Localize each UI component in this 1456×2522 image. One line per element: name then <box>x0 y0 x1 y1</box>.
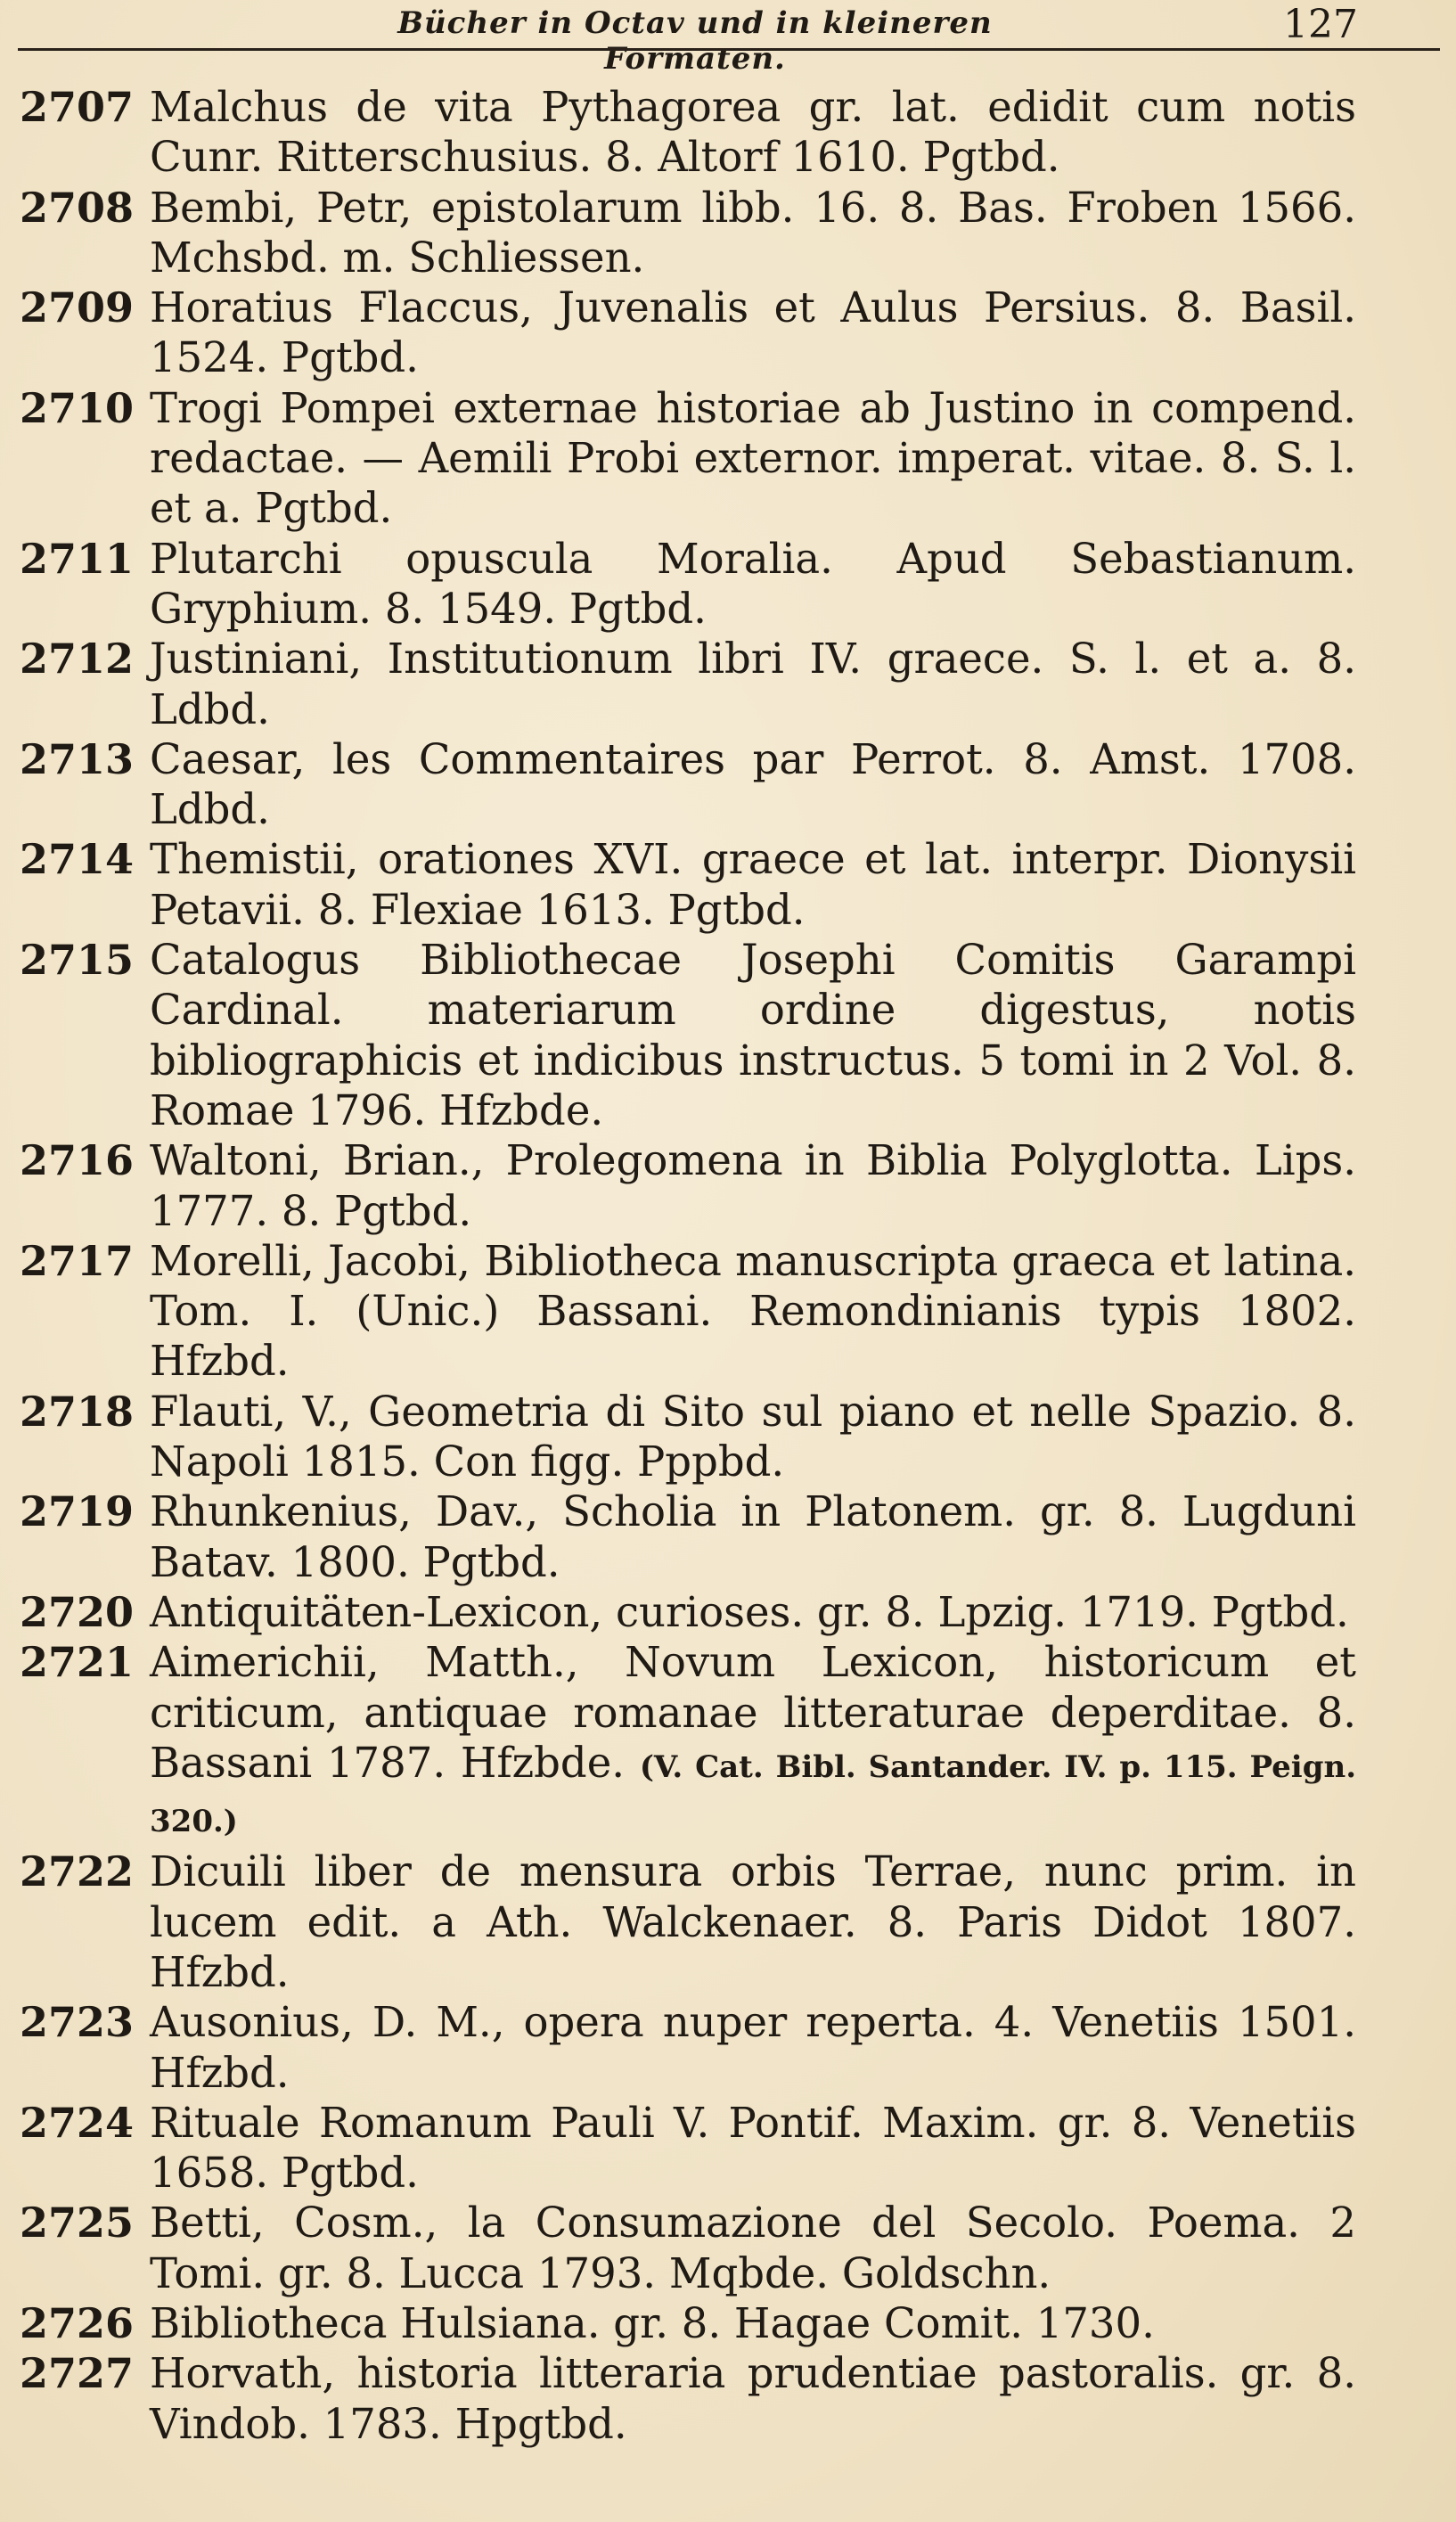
entry-number: 2719 <box>20 1487 135 1536</box>
entry-number: 2713 <box>20 734 135 783</box>
catalog-entry <box>20 2298 1356 2348</box>
entry-number: 2725 <box>20 2199 135 2248</box>
entry-number: 2712 <box>20 635 135 684</box>
catalog-entry <box>20 534 1356 635</box>
entry-list <box>20 82 1356 2449</box>
entry-text: Flauti, V., Geometria di Sito sul piano et nelle Spazio. 8. Napoli 1815. Con figg. Pppbd. <box>150 1387 1356 1486</box>
catalog-entry <box>20 383 1356 534</box>
entry-text: Bibliotheca Hulsiana. gr. 8. Hagae Comit. 1730. <box>150 2299 1155 2348</box>
entry-text: Rituale Romanum Pauli V. Pontif. Maxim. gr. 8. Venetiis 1658. Pgtbd. <box>150 2098 1356 2198</box>
entry-number: 2720 <box>20 1587 135 1636</box>
entry-number: 2724 <box>20 2098 135 2147</box>
entry-text: Antiquitäten-Lexicon, curioses. gr. 8. Lpzig. 1719. Pgtbd. <box>150 1587 1349 1636</box>
entry-text: Ausonius, D. M., opera nuper reperta. 4. Venetiis 1501. Hfzbd. <box>150 1998 1356 2097</box>
entry-number: 2718 <box>20 1387 135 1436</box>
catalog-entry <box>20 834 1356 935</box>
entry-number: 2722 <box>20 1847 135 1896</box>
catalog-entry <box>20 1236 1356 1387</box>
catalog-entry <box>20 183 1356 283</box>
running-title: Bücher in Octav und in kleineren Formaten. <box>397 5 993 77</box>
entry-text: Plutarchi opuscula Moralia. Apud Sebastianum. Gryphium. 8. 1549. Pgtbd. <box>150 534 1356 633</box>
entry-text: Trogi Pompei externae historiae ab Justino in compend. redactae. — Aemili Probi externor. imperat. vitae. 8. S. l. et a. Pgtbd. <box>150 383 1356 533</box>
entry-reference: (V. Cat. Bibl. Santander. IV. p. 115. Peign. 320.) <box>150 1748 1357 1840</box>
catalog-entry <box>20 1846 1356 1997</box>
catalog-entry <box>20 2348 1356 2449</box>
entry-text: Malchus de vita Pythagorea gr. lat. edidit cum notis Cunr. Ritterschusius. 8. Altorf 1610. Pgtbd. <box>150 83 1356 182</box>
entry-text: Themistii, orationes XVI. graece et lat. interpr. Dionysii Petavii. 8. Flexiae 1613. Pgtbd. <box>150 835 1356 934</box>
entry-text: Horatius Flaccus, Juvenalis et Aulus Persius. 8. Basil. 1524. Pgtbd. <box>150 283 1356 382</box>
page-number: 127 <box>1283 2 1358 47</box>
entry-text: Justiniani, Institutionum libri IV. graece. S. l. et a. 8. Ldbd. <box>150 635 1356 733</box>
entry-number: 2711 <box>20 534 135 583</box>
entry-text: Waltoni, Brian., Prolegomena in Biblia Polyglotta. Lips. 1777. 8. Pgtbd. <box>150 1136 1356 1235</box>
catalog-entry <box>20 935 1356 1135</box>
entry-number: 2709 <box>20 283 135 332</box>
catalog-entry <box>20 634 1356 734</box>
entry-number: 2708 <box>20 183 135 232</box>
entry-number: 2726 <box>20 2299 135 2348</box>
entry-text: Rhunkenius, Dav., Scholia in Platonem. gr. 8. Lugduni Batav. 1800. Pgtbd. <box>150 1487 1356 1586</box>
entry-number: 2716 <box>20 1136 135 1185</box>
entry-text <box>150 1637 1356 1846</box>
catalog-entry <box>20 734 1356 835</box>
entry-text: Dicuili liber de mensura orbis Terrae, nunc prim. in lucem edit. a Ath. Walckenaer. 8. Paris Didot 1807. Hfzbd. <box>150 1847 1356 1996</box>
entry-number: 2710 <box>20 383 135 432</box>
entry-number: 2721 <box>20 1638 135 1687</box>
running-head <box>0 0 1456 77</box>
catalog-entry <box>20 2198 1356 2298</box>
catalog-entry <box>20 1637 1356 1846</box>
entry-number: 2707 <box>20 83 135 131</box>
catalog-entry <box>20 1486 1356 1587</box>
entry-text: Bembi, Petr, epistolarum libb. 16. 8. Bas. Froben 1566. Mchsbd. m. Schliessen. <box>150 183 1356 282</box>
catalog-entry <box>20 1587 1356 1637</box>
entry-number: 2717 <box>20 1236 135 1285</box>
catalog-entry <box>20 1997 1356 2098</box>
entry-main-text: Aimerichii, Matth., Novum Lexicon, historicum et criticum, antiquae romanae litteraturae deperditae. 8. Bassani 1787. Hfzbde. <box>150 1638 1356 1787</box>
entry-number: 2715 <box>20 936 135 985</box>
catalog-entry <box>20 1135 1356 1236</box>
entry-text: Catalogus Bibliothecae Josephi Comitis Garampi Cardinal. materiarum ordine digestus, notis bibliographicis et indicibus instructus. 5 tomi in 2 Vol. 8. Romae 1796. Hfzbde. <box>150 936 1356 1134</box>
catalog-entry <box>20 282 1356 383</box>
entry-text: Caesar, les Commentaires par Perrot. 8. Amst. 1708. Ldbd. <box>150 734 1356 834</box>
entry-number: 2714 <box>20 835 135 884</box>
catalog-entry <box>20 2098 1356 2199</box>
catalog-entry <box>20 82 1356 183</box>
header-rule <box>18 48 1440 51</box>
entry-text: Horvath, historia litteraria prudentiae pastoralis. gr. 8. Vindob. 1783. Hpgtbd. <box>150 2349 1356 2448</box>
entry-number: 2727 <box>20 2349 135 2398</box>
entry-text: Betti, Cosm., la Consumazione del Secolo. Poema. 2 Tomi. gr. 8. Lucca 1793. Mqbde. Goldschn. <box>150 2199 1356 2297</box>
entry-text: Morelli, Jacobi, Bibliotheca manuscripta graeca et latina. Tom. I. (Unic.) Bassani. Remondinianis typis 1802. Hfzbd. <box>150 1236 1356 1386</box>
entry-number: 2723 <box>20 1998 135 2047</box>
catalog-entry <box>20 1387 1356 1487</box>
